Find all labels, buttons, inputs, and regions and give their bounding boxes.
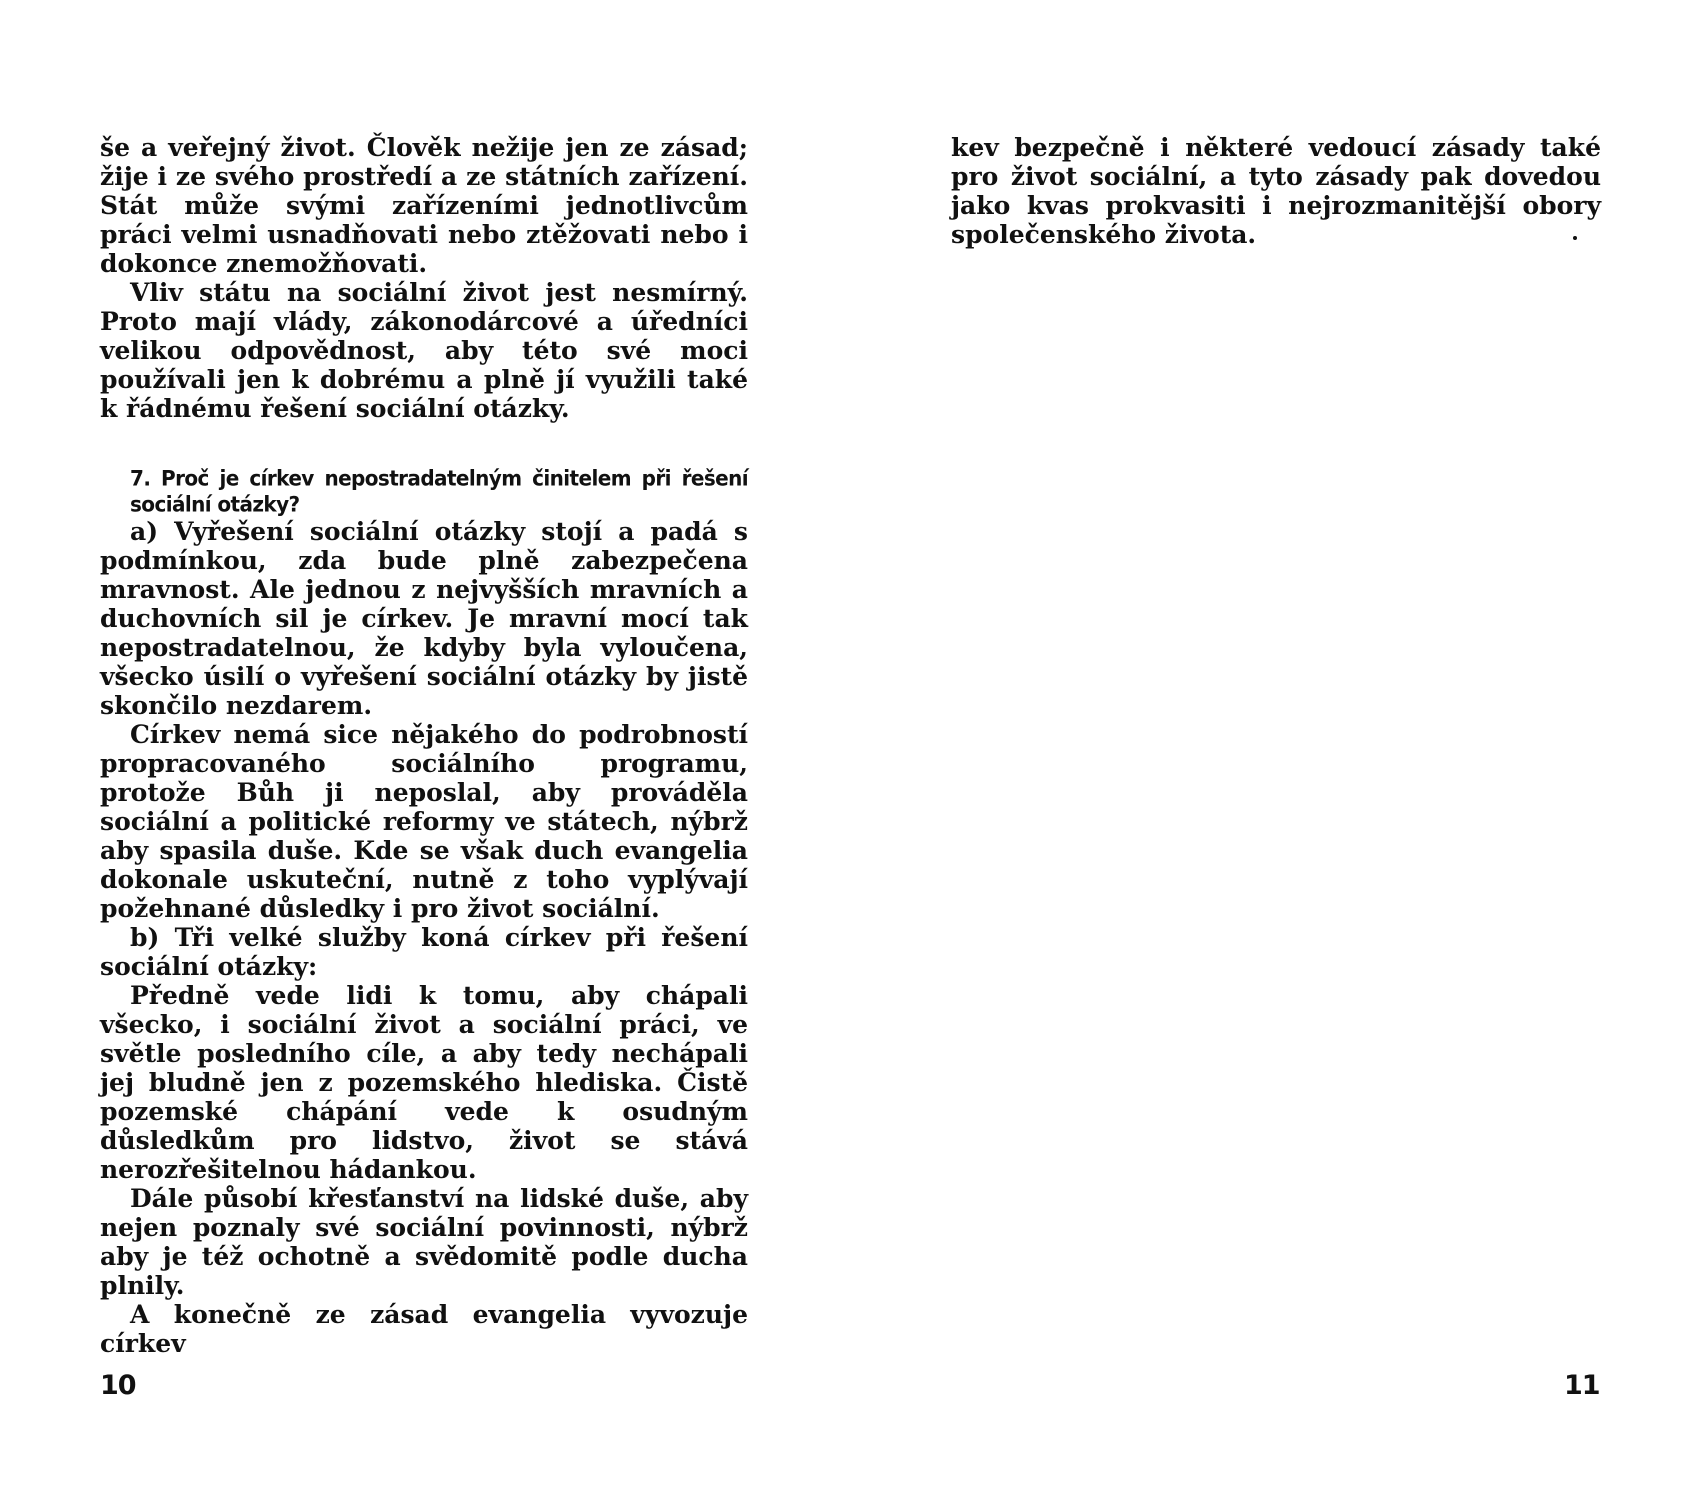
section-paragraph-b: b) Tři velké služby koná církev při řešení sociální otázky: (100, 923, 748, 981)
section-paragraph-third-service: A konečně ze zásad evangelia vyvozuje církev (100, 1300, 748, 1358)
left-paragraph-1: še a veřejný život. Člověk nežije jen ze zásad; žije i ze svého prostředí a ze státních zařízení. Stát může svými zařízeními jednotlivcům práci velmi usnadňovati nebo ztěžovati nebo i dokonce znemožňovati. (100, 133, 748, 278)
right-page-text-column (951, 133, 1601, 249)
section-paragraph-second-service: Dále působí křesťanství na lidské duše, aby nejen poznaly své sociální povinnosti, nýbrž aby je též ochotně a svědomitě podle ducha plnily. (100, 1184, 748, 1300)
page-number-left: 10 (100, 1370, 136, 1401)
left-paragraph-2: Vliv státu na sociální život jest nesmírný. Proto mají vlády, zákonodárcové a úředníci velikou odpovědnost, aby této své moci používali jen k dobrému a plně jí využili také k řádnému řešení sociální otázky. (100, 278, 748, 423)
section-paragraph-first-service: Předně vede lidi k tomu, aby chápali všecko, i sociální život a sociální práci, ve světle posledního cíle, a aby tedy nechápali jej bludně jen z pozemského hlediska. Čistě pozemské chápání vede k osudným důsledkům pro lidstvo, život se stává nerozřešitelnou hádankou. (100, 981, 748, 1184)
stray-dot-mark (1573, 236, 1577, 240)
section-paragraph-church-program: Církev nemá sice nějakého do podrobností propracovaného sociálního programu, protože Bůh ji neposlal, aby prováděla sociální a politické reformy ve státech, nýbrž aby spasila duše. Kde se však duch evangelia dokonale uskuteční, nutně z toho vyplývají požehnané důsledky i pro život sociální. (100, 720, 748, 923)
left-page-text-column (100, 133, 748, 1358)
section-heading: 7. Proč je církev nepostradatelným činitelem při řešení sociální otázky? (130, 465, 748, 517)
right-page (846, 0, 1692, 1500)
page-number-right: 11 (1564, 1370, 1600, 1401)
section-paragraph-a: a) Vyřešení sociální otázky stojí a padá s podmínkou, zda bude plně zabezpečena mravnost. Ale jednou z nejvyšších mravních a duchovních sil je církev. Je mravní mocí tak nepostradatelnou, že kdyby byla vyloučena, všecko úsilí o vyřešení sociální otázky by jistě skončilo nezdarem. (100, 517, 748, 720)
right-paragraph-1: kev bezpečně i některé vedoucí zásady také pro život sociální, a tyto zásady pak dovedou jako kvas prokvasiti i nejrozmanitější obory společenského života. (951, 133, 1601, 249)
